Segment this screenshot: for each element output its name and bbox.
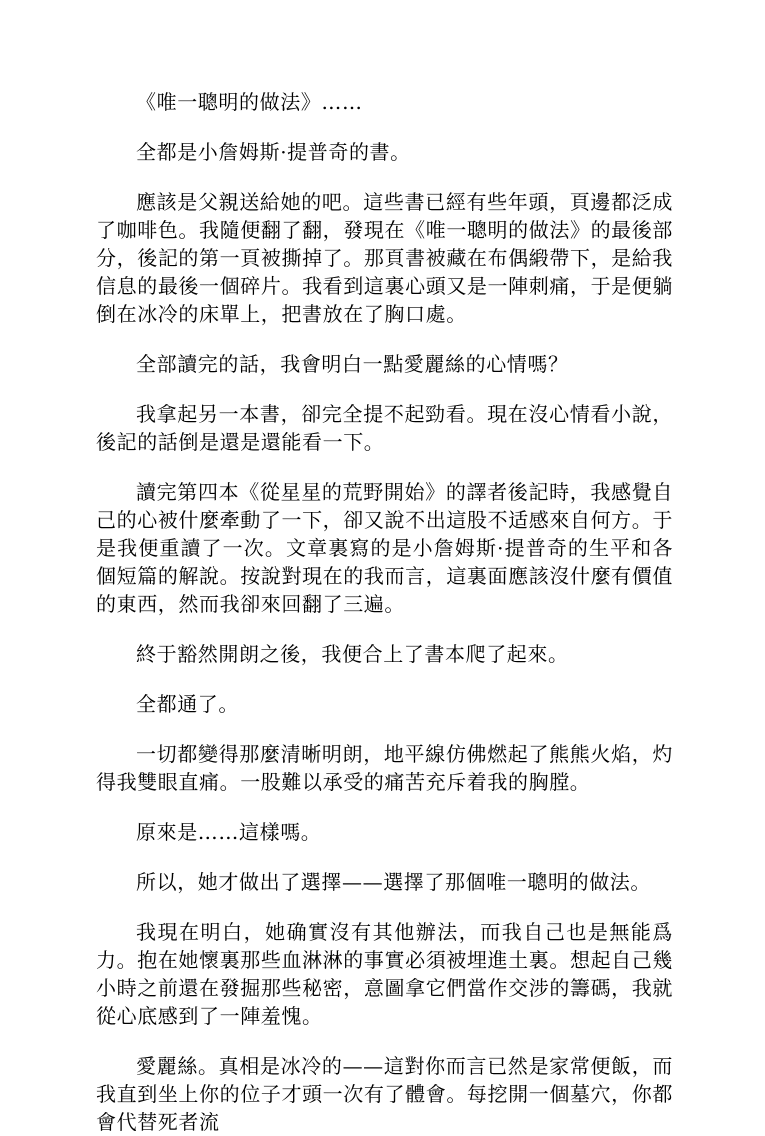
paragraph: 全都通了。 [136,692,239,716]
paragraph: 我現在明白，她确實沒有其他辦法，而我自己也是無能爲力。抱在她懷裏那些血淋淋的事實必須被埋進土裏。想起自己幾小時之前還在發掘那些秘密，意圖拿它們當作交涉的籌碼，我就從心底感到了一陣羞愧。 [96,920,673,1028]
paragraph: 原來是……這樣嗎。 [136,820,322,844]
paragraph: 終于豁然開朗之後，我便合上了書本爬了起來。 [136,642,569,666]
paragraph: 一切都變得那麼清晰明朗，地平線仿佛燃起了熊熊火焰，灼得我雙眼直痛。一股難以承受的痛苦充斥着我的胸膛。 [96,742,673,794]
paragraph: 愛麗絲。真相是冰冷的——這對你而言已然是家常便飯，而我直到坐上你的位子才頭一次有了體會。每挖開一個墓穴，你都會代替死者流 [96,1054,673,1134]
paragraph: 我拿起另一本書，卻完全提不起勁看。現在沒心情看小說，後記的話倒是還是還能看一下。 [96,402,673,454]
paragraph: 讀完第四本《從星星的荒野開始》的譯者後記時，我感覺自己的心被什麼牽動了一下，卻又說不出這股不适感來自何方。于是我便重讀了一次。文章裏寫的是小詹姆斯·提普奇的生平和各個短篇的解說。按說對現在的我而言，這裏面應該沒什麼有價值的東西，然而我卻來回翻了三遍。 [96,480,673,616]
paragraph: 全部讀完的話，我會明白一點愛麗絲的心情嗎？ [136,352,569,376]
paragraph: 《唯一聰明的做法》…… [136,90,363,114]
paragraph: 應該是父親送給她的吧。這些書已經有些年頭，頁邊都泛成了咖啡色。我隨便翻了翻，發現在《唯一聰明的做法》的最後部分，後記的第一頁被撕掉了。那頁書被藏在布偶緞帶下，是給我信息的最後一個碎片。我看到這裏心頭又是一陣刺痛，于是便躺倒在冰冷的床單上，把書放在了胸口處。 [96,190,673,326]
paragraph: 全都是小詹姆斯·提普奇的書。 [136,140,411,164]
paragraph: 所以，她才做出了選擇——選擇了那個唯一聰明的做法。 [136,870,651,894]
